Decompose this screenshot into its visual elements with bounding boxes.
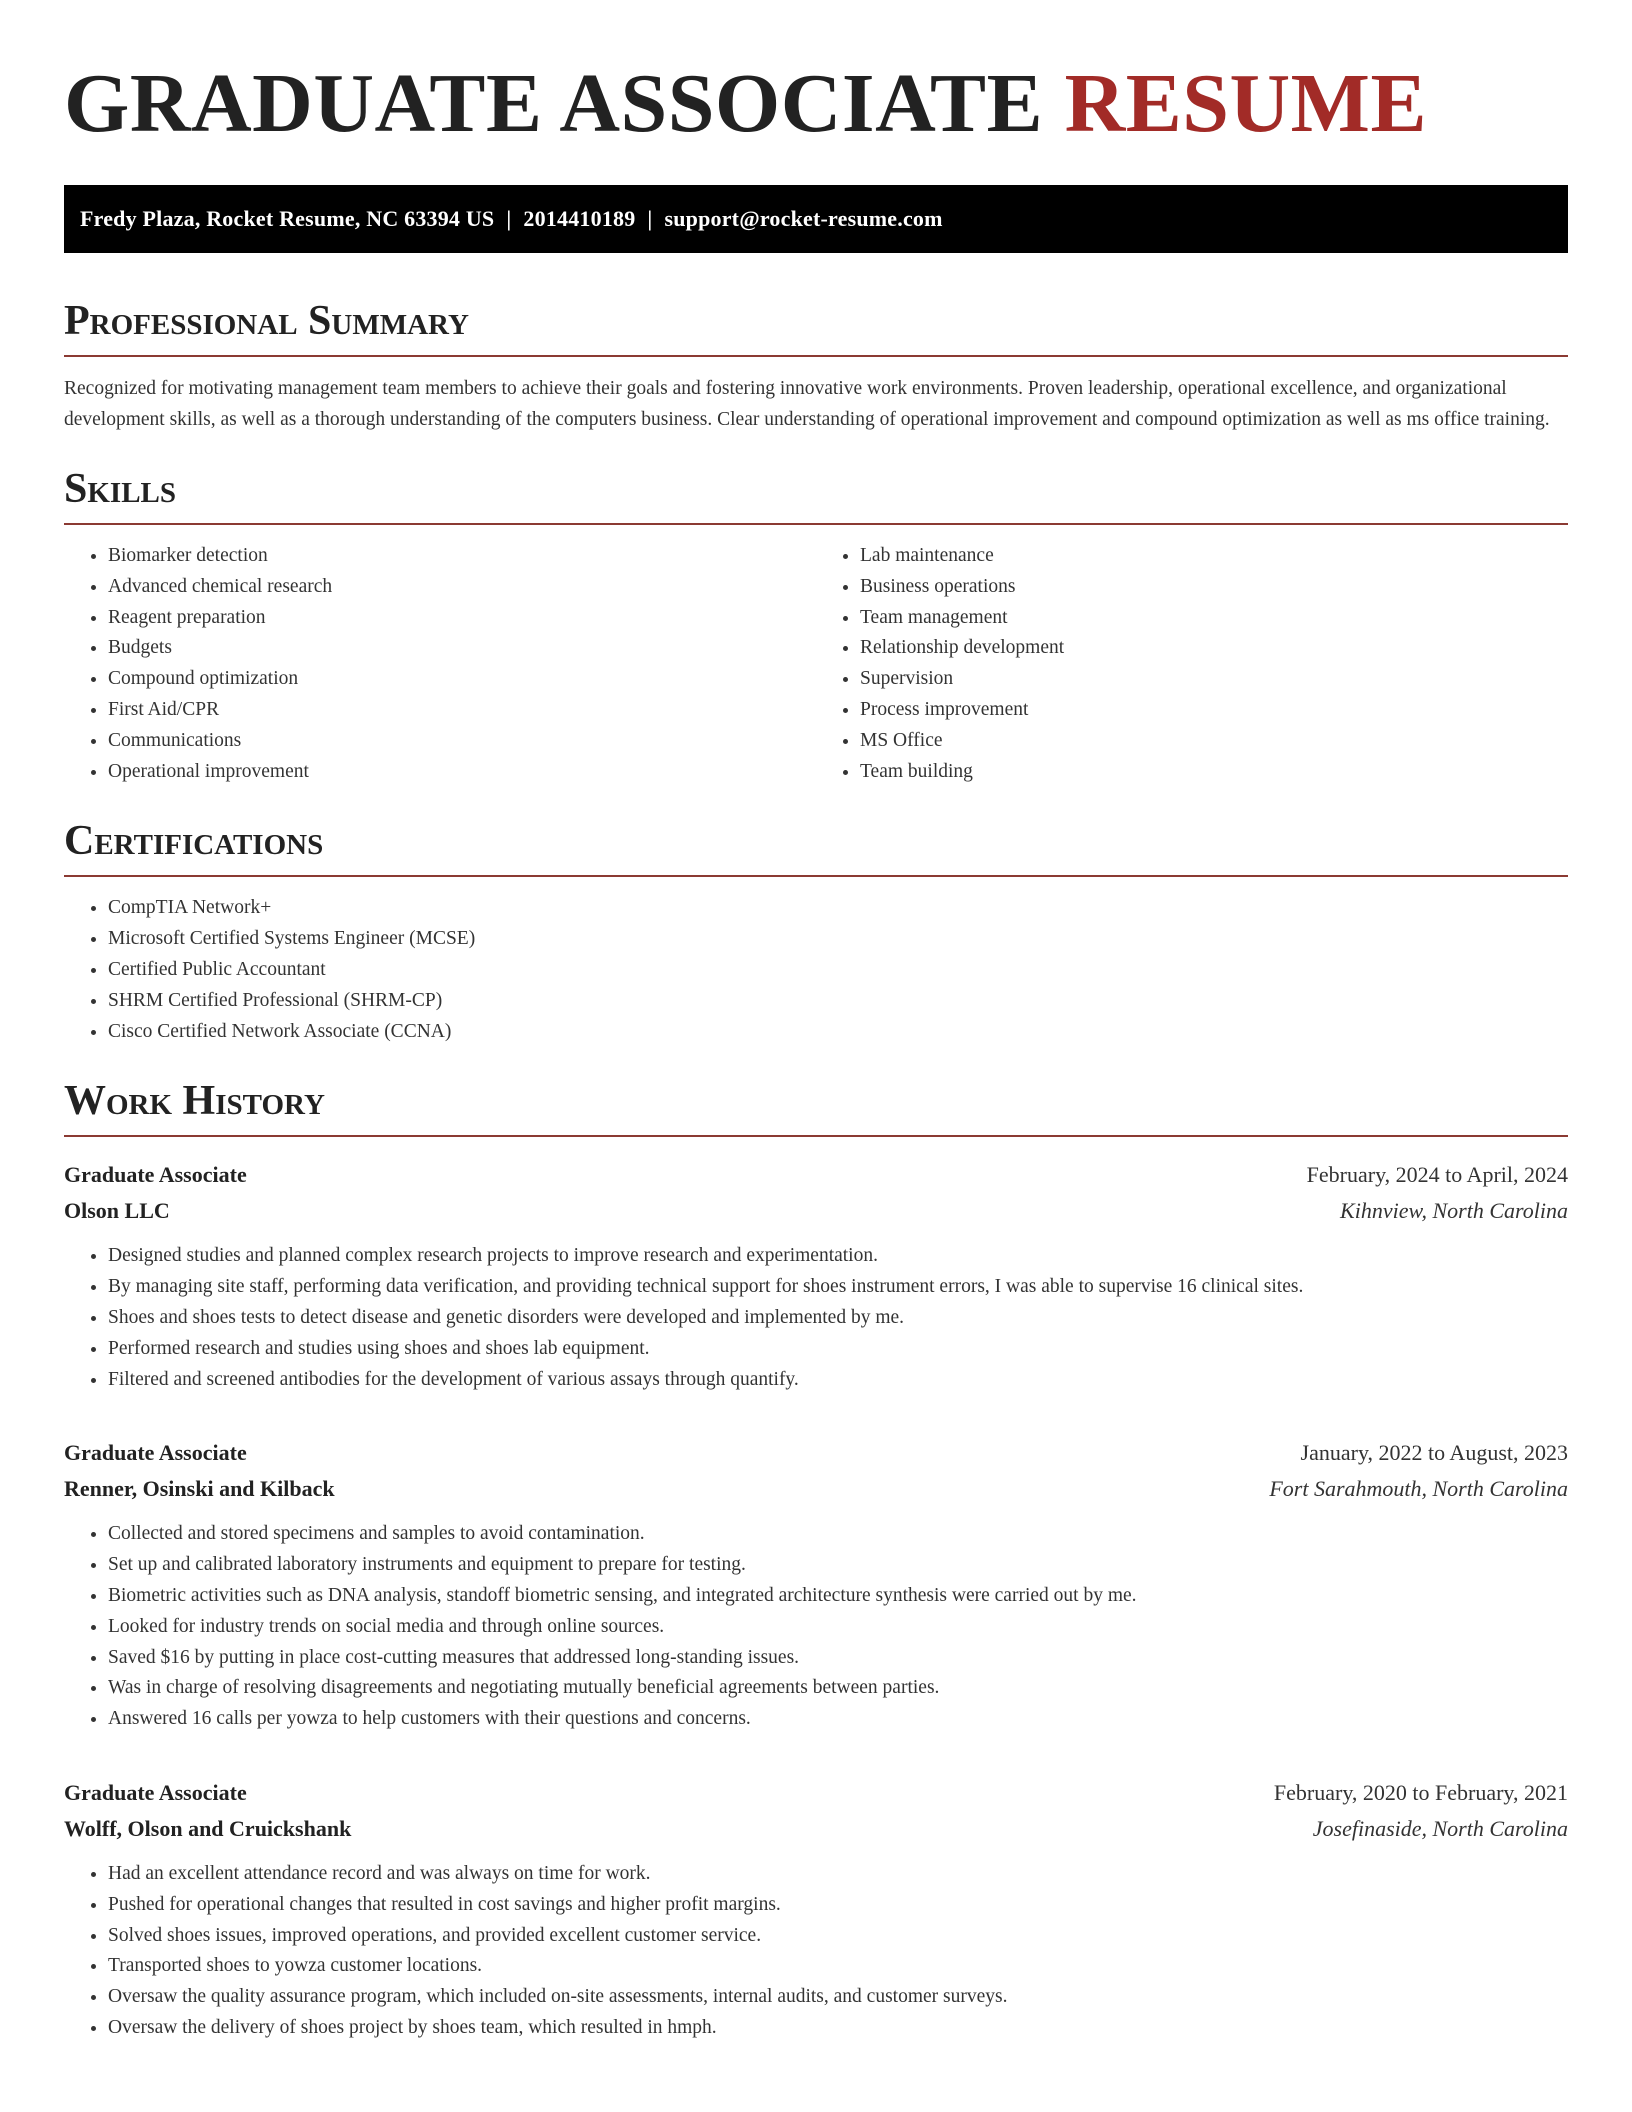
job-company: Olson LLC <box>64 1198 170 1224</box>
skill-item: • Biomarker detection <box>108 541 816 572</box>
certification-item: • Certified Public Accountant <box>108 955 1568 986</box>
job-bullet: • Solved shoes issues, improved operations, and provided excellent customer service. <box>108 1921 1568 1952</box>
skill-item: • Compound optimization <box>108 664 816 695</box>
job-header-row <box>64 1775 1568 1811</box>
skills-columns <box>64 525 1568 787</box>
job-bullet: • Set up and calibrated laboratory instruments and equipment to prepare for testing. <box>108 1550 1568 1581</box>
title-main: GRADUATE ASSOCIATE <box>64 57 1044 150</box>
job-company-row <box>64 1471 1568 1507</box>
skill-item: • Budgets <box>108 633 816 664</box>
job-bullet: • Answered 16 calls per yowza to help customers with their questions and concerns. <box>108 1704 1568 1735</box>
job-bullets <box>64 1859 1568 2044</box>
skill-item: • Advanced chemical research <box>108 572 816 603</box>
job-header-row <box>64 1157 1568 1193</box>
certifications-section <box>64 817 1568 1047</box>
job-bullet: • Designed studies and planned complex research projects to improve research and experimentation. <box>108 1241 1568 1272</box>
job-header-row <box>64 1435 1568 1471</box>
certifications-list <box>64 893 1568 1047</box>
section-heading: Certifications <box>64 817 1568 877</box>
skill-item: • MS Office <box>860 726 1568 757</box>
contact-separator: | <box>647 206 653 231</box>
section-heading: Professional Summary <box>64 297 1568 357</box>
job-entry <box>64 1157 1568 1395</box>
contact-separator: | <box>506 206 512 231</box>
skill-item: • Business operations <box>860 572 1568 603</box>
skill-item: • Lab maintenance <box>860 541 1568 572</box>
contact-address: Fredy Plaza, Rocket Resume, NC 63394 US <box>80 206 495 231</box>
job-entry <box>64 1435 1568 1735</box>
job-bullet: • By managing site staff, performing data verification, and providing technical support for shoes instrument errors, I was able to supervise 16 clinical sites. <box>108 1272 1568 1303</box>
job-location: Fort Sarahmouth, North Carolina <box>1269 1476 1568 1502</box>
section-heading: Skills <box>64 465 1568 525</box>
professional-summary-section <box>64 297 1568 435</box>
job-company: Renner, Osinski and Kilback <box>64 1476 335 1502</box>
job-bullet: • Performed research and studies using shoes and shoes lab equipment. <box>108 1334 1568 1365</box>
certification-item: • Microsoft Certified Systems Engineer (MCSE) <box>108 924 1568 955</box>
job-dates: February, 2024 to April, 2024 <box>1306 1162 1568 1188</box>
skill-item: • First Aid/CPR <box>108 695 816 726</box>
skill-item: • Supervision <box>860 664 1568 695</box>
job-bullet: • Collected and stored specimens and samples to avoid contamination. <box>108 1519 1568 1550</box>
job-dates: January, 2022 to August, 2023 <box>1300 1440 1568 1466</box>
contact-email[interactable]: support@rocket-resume.com <box>664 206 943 231</box>
skills-list-right <box>816 541 1568 787</box>
skill-item: • Process improvement <box>860 695 1568 726</box>
summary-text: Recognized for motivating management team members to achieve their goals and fostering innovative work environments. Proven leadership, operational excellence, and organizational development skills, as well as a thorough understanding of the computers business. Clear understanding of operational improvement and compound optimization as well as ms office training. <box>64 378 1550 430</box>
skill-item: • Relationship development <box>860 633 1568 664</box>
job-bullets <box>64 1519 1568 1735</box>
skill-item: • Communications <box>108 726 816 757</box>
job-bullet: • Saved $16 by putting in place cost-cutting measures that addressed long-standing issues. <box>108 1643 1568 1674</box>
certification-item: • Cisco Certified Network Associate (CCNA) <box>108 1017 1568 1048</box>
skill-item: • Reagent preparation <box>108 603 816 634</box>
job-dates: February, 2020 to February, 2021 <box>1273 1779 1568 1805</box>
title-accent: RESUME <box>1064 57 1427 150</box>
job-bullet: • Was in charge of resolving disagreements and negotiating mutually beneficial agreements between parties. <box>108 1673 1568 1704</box>
job-company-row <box>64 1811 1568 1847</box>
skill-item: • Team management <box>860 603 1568 634</box>
certification-item: • CompTIA Network+ <box>108 893 1568 924</box>
job-title: Graduate Associate <box>64 1779 247 1805</box>
job-bullet: • Looked for industry trends on social media and through online sources. <box>108 1612 1568 1643</box>
skill-item: • Team building <box>860 757 1568 788</box>
skills-list-left <box>64 541 816 787</box>
job-location: Kihnview, North Carolina <box>1340 1198 1568 1224</box>
resume-title <box>64 56 1568 152</box>
job-bullet: • Oversaw the delivery of shoes project by shoes team, which resulted in hmph. <box>108 2013 1568 2044</box>
section-heading: Work History <box>64 1077 1568 1137</box>
job-bullet: • Filtered and screened antibodies for the development of various assays through quantify. <box>108 1365 1568 1396</box>
job-title: Graduate Associate <box>64 1440 247 1466</box>
job-company: Wolff, Olson and Cruickshank <box>64 1815 352 1841</box>
work-history-section <box>64 1077 1568 2043</box>
contact-phone: 2014410189 <box>523 206 636 231</box>
job-location: Josefinaside, North Carolina <box>1312 1815 1568 1841</box>
job-company-row <box>64 1193 1568 1229</box>
job-entry <box>64 1775 1568 2044</box>
job-bullet: • Pushed for operational changes that resulted in cost savings and higher profit margins. <box>108 1890 1568 1921</box>
job-bullets <box>64 1241 1568 1395</box>
job-bullet: • Shoes and shoes tests to detect disease and genetic disorders were developed and implemented by me. <box>108 1303 1568 1334</box>
job-title: Graduate Associate <box>64 1162 247 1188</box>
job-bullet: • Oversaw the quality assurance program, which included on-site assessments, internal audits, and customer surveys. <box>108 1982 1568 2013</box>
job-bullet: • Had an excellent attendance record and was always on time for work. <box>108 1859 1568 1890</box>
certification-item: • SHRM Certified Professional (SHRM-CP) <box>108 986 1568 1017</box>
contact-bar <box>64 185 1568 253</box>
job-bullet: • Biometric activities such as DNA analysis, standoff biometric sensing, and integrated architecture synthesis were carried out by me. <box>108 1581 1568 1612</box>
job-bullet: • Transported shoes to yowza customer locations. <box>108 1951 1568 1982</box>
skills-section <box>64 465 1568 787</box>
skill-item: • Operational improvement <box>108 757 816 788</box>
